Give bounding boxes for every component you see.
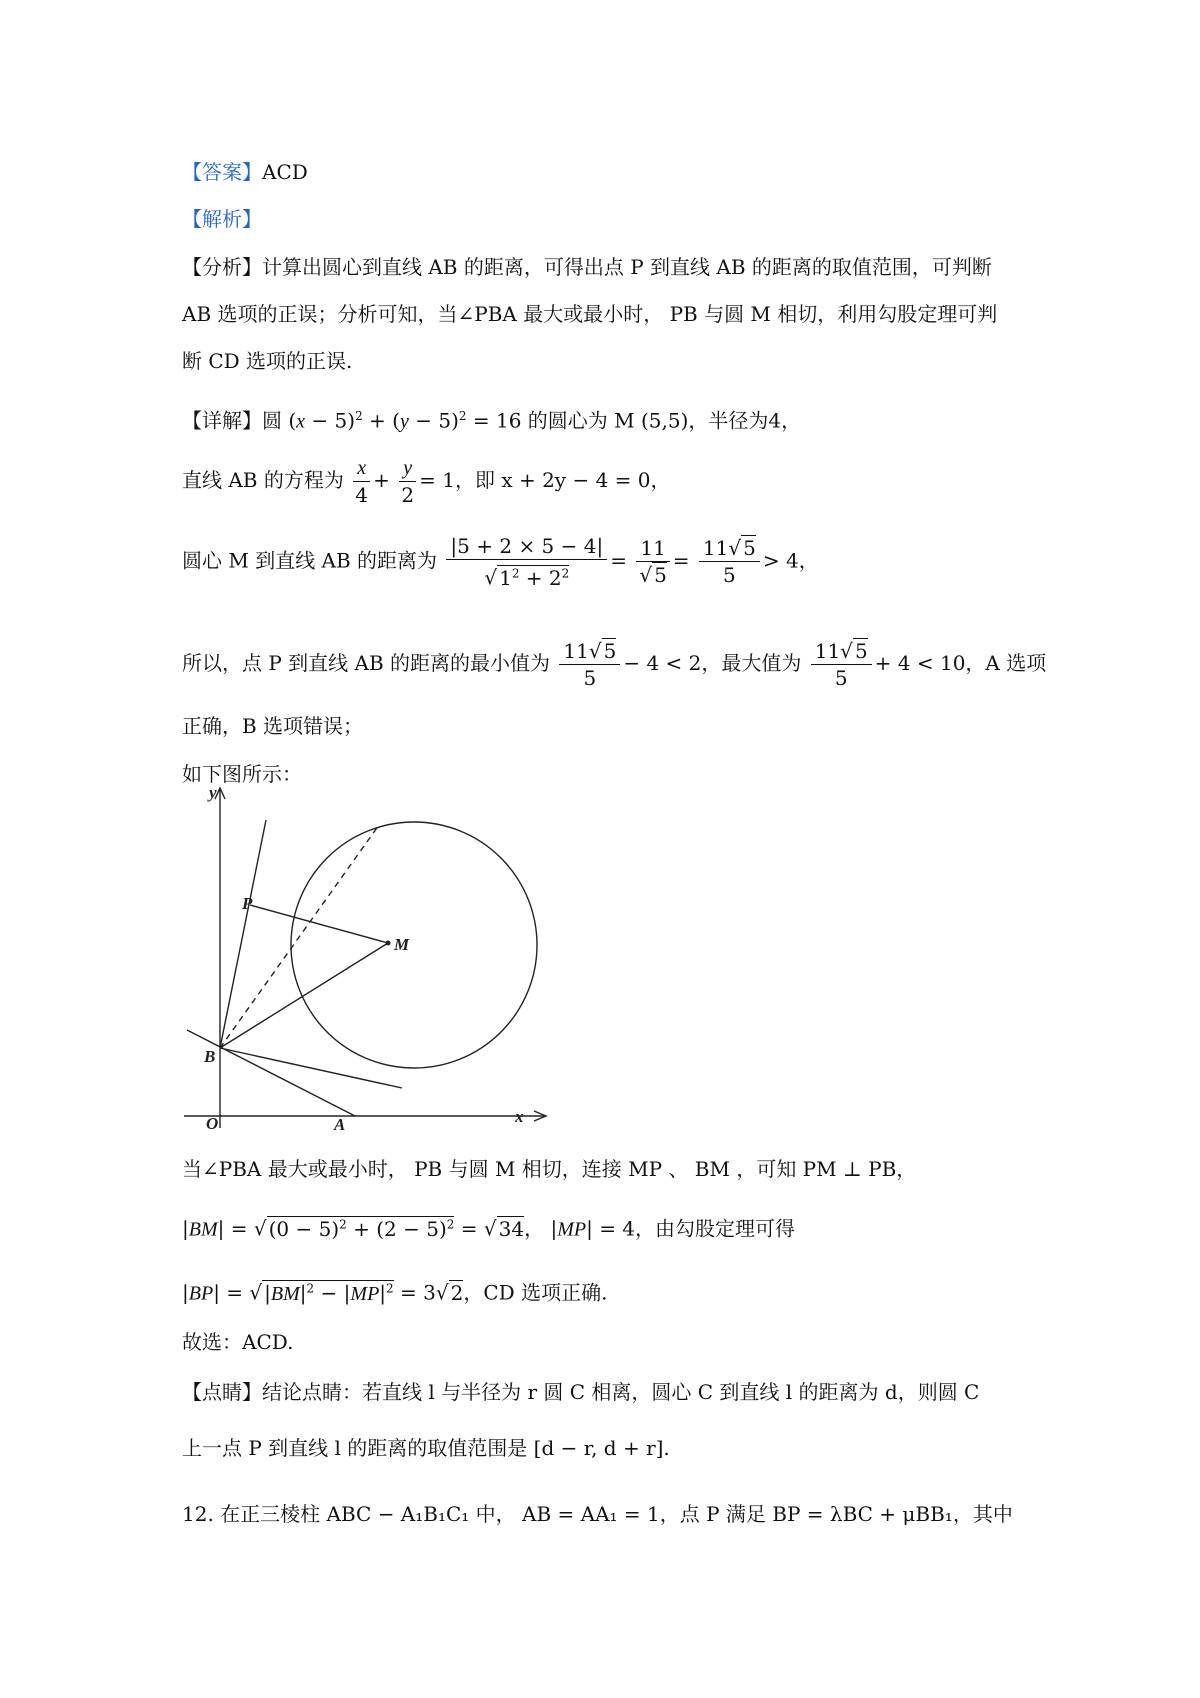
label-o: O (206, 1114, 219, 1130)
after-line-1: 当∠PBA 最大或最小时， PB 与圆 M 相切，连接 MP 、 BM ，可知 PM ⊥ PB， (182, 1157, 917, 1181)
label-y: y (209, 785, 217, 802)
text: 的圆心为 M (5,5)，半径为4， (521, 408, 802, 433)
fraction: $\frac{11}{√ 5}$ (636, 535, 669, 588)
label-a: A (334, 1115, 346, 1130)
answer-tag: 【答案】 (182, 160, 262, 184)
answer-line (182, 158, 308, 186)
distance-fraction: $\frac{|5 + 2 \times 5 - 4|}{√ 1^2 + 2^2}$ (446, 533, 607, 591)
fraction: $\frac{11√ 5}{5}$ (699, 535, 760, 588)
fenxi-line-2: AB 选项的正误；分析可知，当∠PBA 最大或最小时， PB 与圆 M 相切，利用勾股定理可判 (182, 302, 998, 326)
after-line-2: |BM| = √ $(0 - 5)^2 + (2 - 5)^2$ = √ 34， |MP| = 4，由勾股定理可得 (182, 1216, 796, 1241)
fraction: $\frac{y}{2}$ (399, 455, 416, 508)
fenxi-tag: 【分析】 (182, 255, 262, 279)
geometry-figure (182, 785, 552, 1130)
label-p: P (242, 894, 253, 913)
text: ，CD 选项正确. (463, 1280, 608, 1305)
label-x: x (515, 1107, 524, 1126)
segment-bm (220, 943, 388, 1048)
analysis-tag: 【解析】 (182, 207, 262, 231)
text: > 4， (762, 548, 819, 573)
text: ，由勾股定理可得 (635, 1216, 796, 1241)
fenxi-text-1: 计算出圆心到直线 AB 的距离，可得出点 P 到直线 AB 的距离的取值范围，可判断 (262, 255, 992, 279)
xiangjie-line-5: 正确，B 选项错误； (182, 714, 364, 738)
line-ab (187, 1030, 355, 1116)
xiangjie-line-2: 直线 AB 的方程为 $\frac{x}{4}$ + $\frac{y}{2}$ = 1，即 x + 2y − 4 = 0， (182, 457, 671, 507)
tangent-upper (220, 820, 266, 1048)
circle-m (291, 822, 537, 1068)
dianjing-line-1 (182, 1378, 979, 1406)
text: 圆 (262, 408, 289, 433)
xiangjie-line-3: 圆心 M 到直线 AB 的距离为 $\frac{|5 + 2 \times 5 - 4|}{√ 1^2 + 2^2}$ = $\frac{11}{√ 5}$ = $\frac{11√ 5}{5}$ > 4， (182, 534, 819, 590)
after-line-4: 故选：ACD. (182, 1330, 294, 1354)
xiangjie-line-1: 【详解】圆 $(x - 5)^2 + (y - 5)^2 = 16$ 的圆心为 M (5,5)，半径为4， (182, 408, 802, 433)
label-b: B (204, 1047, 216, 1066)
text: 结论点睛：若直线 l 与半径为 r 圆 C 相离，圆心 C 到直线 l 的距离为 d，则圆 C (262, 1380, 980, 1404)
segment-pm (250, 905, 388, 943)
text: 圆心 M 到直线 AB 的距离为 (182, 548, 438, 573)
text: 所以，点 P 到直线 AB 的距离的最小值为 (182, 651, 551, 675)
tangent-lower (220, 1048, 402, 1088)
answer-value: ACD (262, 160, 308, 184)
text: ，即 x + 2y − 4 = 0， (454, 468, 671, 492)
fenxi-line-1 (182, 253, 992, 281)
label-m: M (394, 935, 410, 954)
xiangjie-tag: 【详解】 (182, 408, 262, 433)
text: 直线 AB 的方程为 (182, 468, 344, 492)
fenxi-line-3: 断 CD 选项的正误. (182, 349, 353, 373)
xiangjie-line-6: 如下图所示： (182, 762, 302, 786)
text: + 4 < 10，A 选项 (874, 651, 1047, 675)
question-12: 12. 在正三棱柱 ABC − A₁B₁C₁ 中， AB = AA₁ = 1，点 P 满足 BP = λBC + μBB₁，其中 (182, 1502, 1013, 1526)
xiangjie-line-4 (182, 638, 1046, 691)
dianjing-tag: 【点睛】 (182, 1380, 262, 1404)
point-m (386, 941, 391, 946)
fraction: $\frac{11√ 5}{5}$ (559, 638, 620, 691)
after-line-3: |BP| = √ $|BM|^2 - |MP|^2 = 3√$ 2，CD 选项正确. (182, 1280, 608, 1305)
dashed-line (220, 825, 379, 1048)
text: − 4 < 2，最大值为 (623, 651, 802, 675)
dianjing-line-2: 上一点 P 到直线 l 的距离的取值范围是 [d − r, d + r]. (182, 1436, 670, 1460)
fraction: $\frac{11√ 5}{5}$ (811, 638, 872, 691)
fraction: $\frac{x}{4}$ (353, 455, 370, 508)
